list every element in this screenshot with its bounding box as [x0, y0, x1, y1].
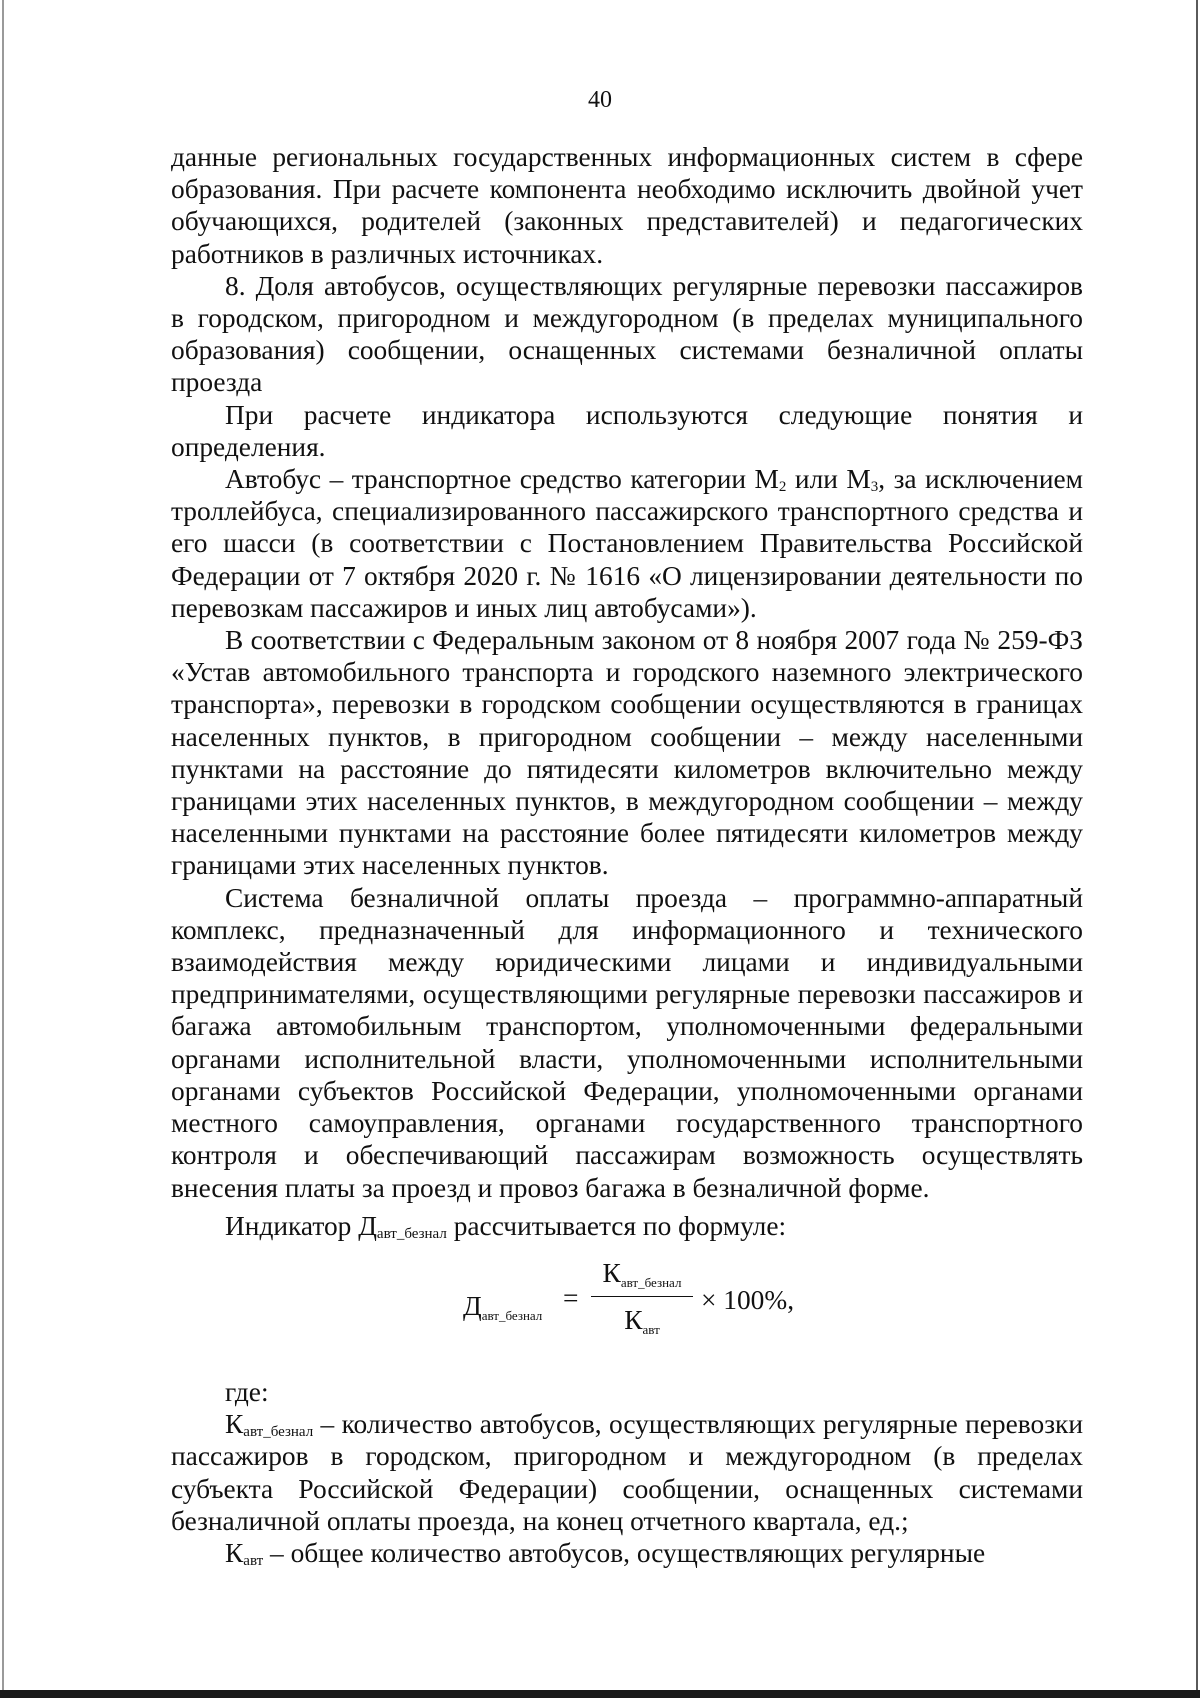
paragraph-k-avt	[171, 1537, 1083, 1569]
scan-edge-bottom	[0, 1690, 1200, 1698]
scan-edge-left	[2, 0, 4, 1698]
paragraph-where: где:	[225, 1376, 269, 1407]
k-avt-beznal-sub: авт_безнал	[243, 1424, 314, 1441]
formula-lhs	[463, 1290, 542, 1322]
bus-category-sub-2: 2	[778, 479, 787, 496]
document-body	[171, 141, 1083, 1569]
formula-fraction	[591, 1256, 693, 1337]
formula-intro-sub: авт_безнал	[376, 1225, 447, 1242]
formula-fraction-bar	[591, 1296, 693, 1297]
k-avt-text: – общее количество автобусов, осуществляющих регулярные	[263, 1537, 986, 1568]
formula-denominator	[591, 1303, 693, 1337]
page-number: 40	[588, 87, 612, 113]
formula-denominator-symbol: К	[624, 1304, 643, 1335]
formula-lhs-sub: авт_безнал	[481, 1307, 543, 1323]
paragraph-payment-system: Система безналичной оплаты проезда – программно-аппаратный комплекс, предназначенный для информационного и технического взаимодействия между юридическими лицами и индивидуальными предпринимателями, осуществляющими регулярные перевозки пассажиров и багажа автомобильным транспортом, уполномоченными федеральными органами исполнительной власти, уполномоченными исполнительными органами субъектов Российской Федерации, уполномоченными органами местного самоуправления, органами государственного транспортного контроля и обеспечивающий пассажирам возможность осуществлять внесения платы за проезд и провоз багажа в безналичной форме.	[171, 882, 1083, 1203]
k-avt-beznal-text: – количество автобусов, осуществляющих регулярные перевозки пассажиров в городском, пригородном и междугородном (в пределах субъекта Российской Федерации) сообщении, оснащенных системами безналичной оплаты проезда, на конец отчетного квартала, ед.;	[171, 1409, 1083, 1536]
paragraph-formula-intro	[171, 1210, 1083, 1242]
bus-definition-text-a: Автобус – транспортное средство категории M	[225, 464, 779, 495]
formula-intro-text-b: рассчитывается по формуле:	[446, 1210, 787, 1241]
paragraph-bus-definition	[171, 463, 1083, 624]
k-avt-beznal-symbol: К	[225, 1409, 244, 1440]
paragraph-federal-law: В соответствии с Федеральным законом от 8 ноября 2007 года № 259-ФЗ «Устав автомобильного транспорта и городского наземного электрического транспорта», перевозки в городском сообщении осуществляются в границах населенных пунктов, в пригородном сообщении – между населенными пунктами на расстояние до пятидесяти километров включительно между границами этих населенных пунктов, в междугородном сообщении – между населенными пунктами на расстояние более пятидесяти километров между границами этих населенных пунктов.	[171, 625, 1083, 881]
section-heading-8: 8. Доля автобусов, осуществляющих регулярные перевозки пассажиров в городском, пригородном и междугородном (в пределах муниципального образования) сообщении, оснащенных системами безналичной оплаты проезда	[171, 270, 1083, 398]
formula-multiplier: × 100%,	[701, 1284, 795, 1315]
formula-numerator-symbol: К	[602, 1257, 621, 1288]
formula-lhs-symbol: Д	[463, 1290, 482, 1321]
bus-definition-text-b: или M	[786, 464, 871, 495]
formula-equals: =	[563, 1282, 579, 1313]
paragraph-definitions-intro: При расчете индикатора используются следующие понятия и определения.	[171, 399, 1083, 462]
bus-category-sub-3: 3	[870, 479, 879, 496]
paragraph-k-avt-beznal	[171, 1408, 1083, 1537]
formula-numerator	[591, 1256, 693, 1290]
formula-denominator-sub: авт	[642, 1321, 660, 1337]
formula	[171, 1256, 1083, 1368]
formula-intro-text-a: Индикатор Д	[225, 1210, 377, 1241]
k-avt-sub: авт	[243, 1552, 264, 1569]
bus-definition-text-c: , за исключением троллейбуса, специализированного пассажирского транспортного средства и его шасси (в соответствии с Постановлением Правительства Российской Федерации от 7 октября 2020 г. № 1616 «О лицензировании деятельности по перевозкам пассажиров и иных лиц автобусами»).	[171, 464, 1083, 623]
k-avt-symbol: К	[225, 1537, 244, 1568]
formula-numerator-sub: авт_безнал	[620, 1274, 682, 1290]
paragraph-continuation: данные региональных государственных информационных систем в сфере образования. При расчете компонента необходимо исключить двойной учет обучающихся, родителей (законных представителей) и педагогических работников в различных источниках.	[171, 142, 1083, 269]
scan-edge-right	[1196, 0, 1198, 1698]
